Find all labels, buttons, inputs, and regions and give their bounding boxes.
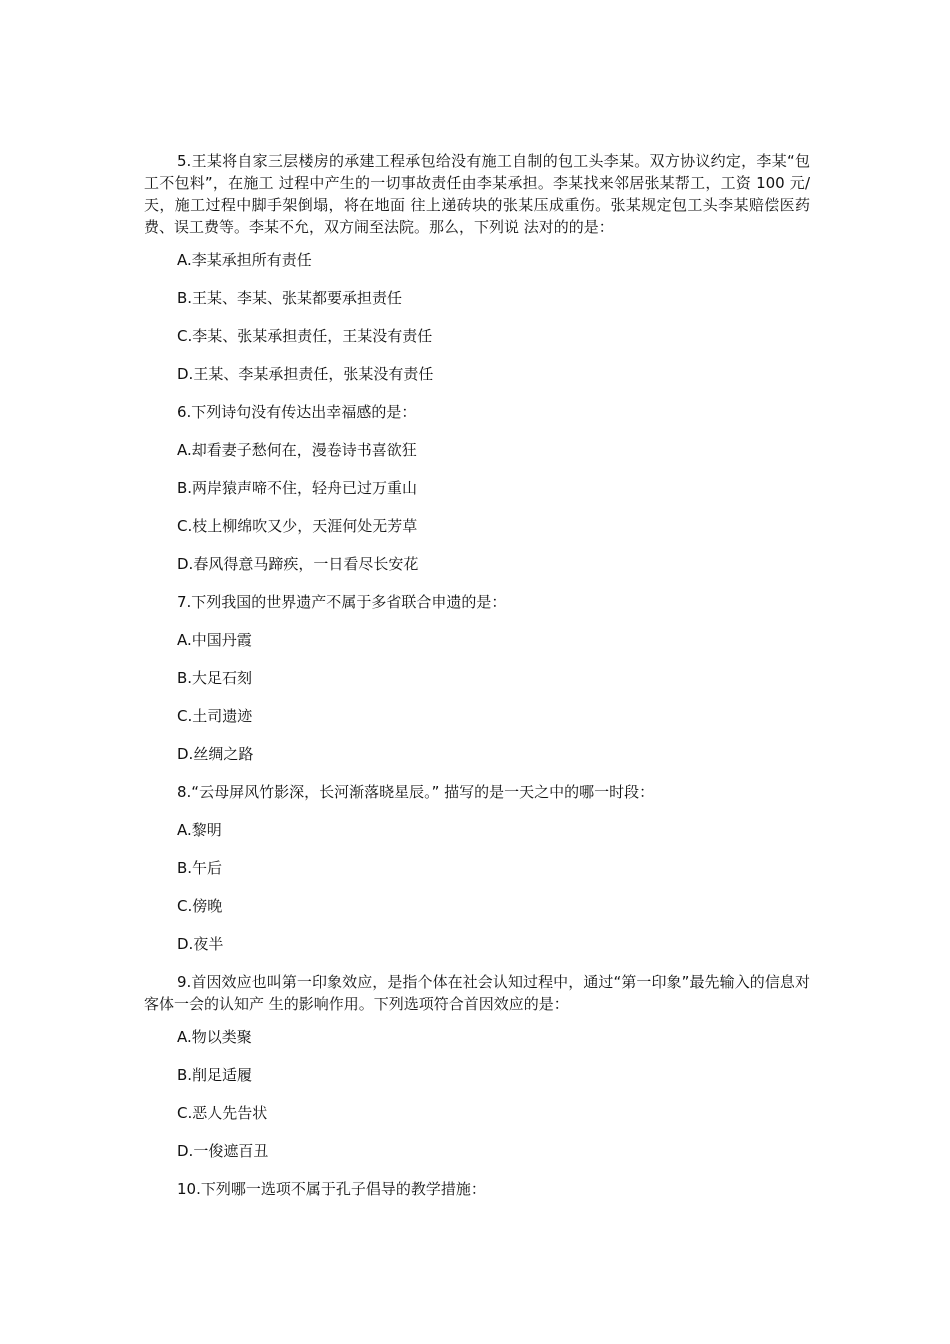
question-9-option-c: C.恶人先告状: [177, 1104, 268, 1122]
question-9-option-a: A.物以类聚: [177, 1028, 252, 1046]
question-6: 6.下列诗句没有传达出幸福感的是：: [177, 403, 417, 421]
question-6-option-c: C.枝上柳绵吹又少，天涯何处无芳草: [177, 517, 418, 535]
question-8-option-c: C.傍晚: [177, 897, 223, 915]
question-7-option-c: C.土司遗迹: [177, 707, 253, 725]
question-9: 9.首因效应也叫第一印象效应，是指个体在社会认知过程中，通过“第一印象”最先输入的信息对客体一会的认知产 生的影响作用。下列选项符合首因效应的是：: [144, 973, 810, 1013]
question-5: 5.王某将自家三层楼房的承建工程承包给没有施工自制的包工头李某。双方协议约定，李某“包工不包料”，在施工 过程中产生的一切事故责任由李某承担。李某找来邻居张某帮工，工资 100 元/天，施工过程中脚手架倒塌，将在地面 往上递砖块的张某压成重伤。张某规定包工头李某赔偿医药费、误工费等。李某不允，双方闹至法院。那么，下列说 法对的的是：: [144, 152, 810, 236]
question-8-option-a: A.黎明: [177, 821, 222, 839]
question-5-option-c: C.李某、张某承担责任，王某没有责任: [177, 327, 433, 345]
question-8: 8.“云母屏风竹影深，长河渐落晓星辰。” 描写的是一天之中的哪一时段：: [177, 783, 655, 801]
question-9-option-b: B.削足适履: [177, 1066, 253, 1084]
question-5-option-d: D.王某、李某承担责任，张某没有责任: [177, 365, 434, 383]
question-7-option-d: D.丝绸之路: [177, 745, 254, 763]
question-7-option-a: A.中国丹霞: [177, 631, 252, 649]
question-8-option-d: D.夜半: [177, 935, 224, 953]
question-8-option-b: B.午后: [177, 859, 223, 877]
document-page: [144, 150, 810, 1216]
question-5-option-a: A.李某承担所有责任: [177, 251, 312, 269]
question-6-option-a: A.却看妻子愁何在，漫卷诗书喜欲狂: [177, 441, 417, 459]
question-6-option-b: B.两岸猿声啼不住，轻舟已过万重山: [177, 479, 418, 497]
question-10: 10.下列哪一选项不属于孔子倡导的教学措施：: [177, 1180, 486, 1198]
question-7: 7.下列我国的世界遗产不属于多省联合申遗的是：: [177, 593, 507, 611]
question-7-option-b: B.大足石刻: [177, 669, 253, 687]
question-9-option-d: D.一俊遮百丑: [177, 1142, 269, 1160]
question-6-option-d: D.春风得意马蹄疾，一日看尽长安花: [177, 555, 419, 573]
question-5-option-b: B.王某、李某、张某都要承担责任: [177, 289, 403, 307]
